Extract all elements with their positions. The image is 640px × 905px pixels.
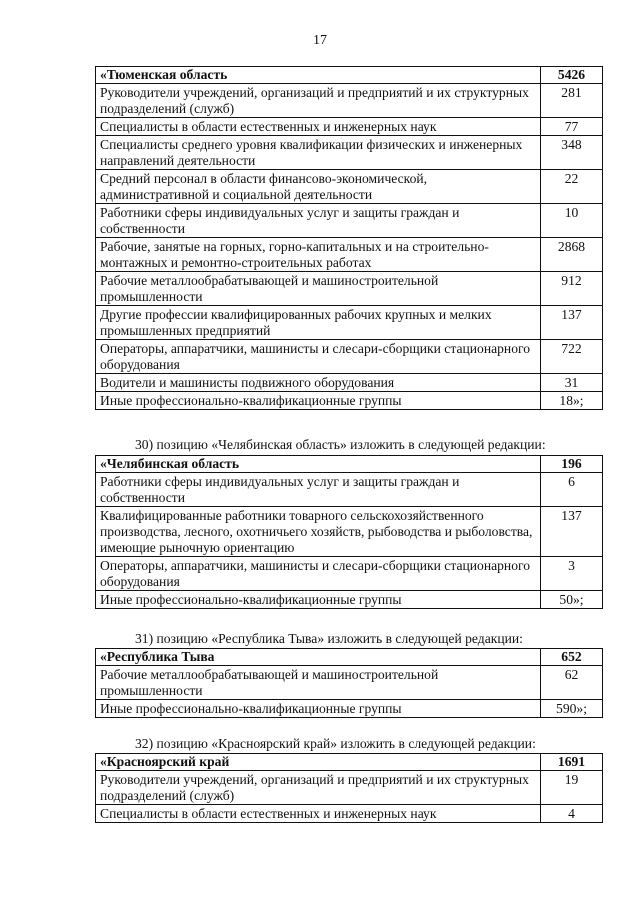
row-name: Рабочие металлообрабатывающей и машиностроительной промышленности: [96, 666, 541, 700]
row-name: Иные профессионально-квалификационные группы: [96, 700, 541, 718]
row-name: Средний персонал в области финансово-экономической, административной и социальной деятельности: [96, 170, 541, 204]
table-row: [96, 272, 603, 306]
row-name: Специалисты среднего уровня квалификации физических и инженерных направлений деятельности: [96, 136, 541, 170]
intro-text: 32) позицию «Красноярский край» изложить в следующей редакции:: [135, 736, 536, 751]
row-value: 912: [541, 272, 603, 306]
row-value: 50»;: [541, 591, 603, 609]
row-name: Иные профессионально-квалификационные группы: [96, 392, 541, 410]
table-row: [96, 557, 603, 591]
table-tyumen: [95, 66, 603, 410]
intro-text: 31) позицию «Республика Тыва» изложить в следующей редакции:: [135, 631, 523, 646]
row-value: 4: [541, 805, 603, 823]
table-row: [96, 204, 603, 238]
table-header-row: [96, 67, 603, 84]
row-value: 137: [541, 507, 603, 557]
table-row: [96, 374, 603, 392]
page-number: 17: [313, 33, 327, 48]
row-value: 3: [541, 557, 603, 591]
row-name: Рабочие, занятые на горных, горно-капитальных и на строительно-монтажных и ремонтно-строительных работах: [96, 238, 541, 272]
region-name: «Республика Тыва: [96, 649, 541, 666]
row-name: Специалисты в области естественных и инженерных наук: [96, 118, 541, 136]
region-total: 5426: [541, 67, 603, 84]
row-value: 590»;: [541, 700, 603, 718]
table-row: [96, 473, 603, 507]
row-name: Работники сферы индивидуальных услуг и защиты граждан и собственности: [96, 204, 541, 238]
table-krasnoyarsk: [95, 753, 603, 823]
row-name: Работники сферы индивидуальных услуг и защиты граждан и собственности: [96, 473, 541, 507]
row-value: 137: [541, 306, 603, 340]
table-row: [96, 170, 603, 204]
region-total: 1691: [541, 754, 603, 771]
table-header-row: [96, 456, 603, 473]
row-value: 62: [541, 666, 603, 700]
table-row: [96, 805, 603, 823]
region-total: 652: [541, 649, 603, 666]
row-value: 2868: [541, 238, 603, 272]
row-name: Руководители учреждений, организаций и предприятий и их структурных подразделений (служб): [96, 771, 541, 805]
row-name: Квалифицированные работники товарного сельскохозяйственного производства, лесного, охотничьего хозяйств, рыбоводства и рыболовства, имеющие рыночную ориентацию: [96, 507, 541, 557]
table-row: [96, 238, 603, 272]
row-value: 10: [541, 204, 603, 238]
row-value: 348: [541, 136, 603, 170]
table-row: [96, 392, 603, 410]
row-name: Операторы, аппаратчики, машинисты и слесари-сборщики стационарного оборудования: [96, 340, 541, 374]
row-value: 6: [541, 473, 603, 507]
table-header-row: [96, 754, 603, 771]
table-chelyabinsk: [95, 455, 603, 609]
table-row: [96, 118, 603, 136]
row-name: Другие профессии квалифицированных рабочих крупных и мелких промышленных предприятий: [96, 306, 541, 340]
row-value: 19: [541, 771, 603, 805]
row-value: 722: [541, 340, 603, 374]
row-name: Водители и машинисты подвижного оборудования: [96, 374, 541, 392]
table-row: [96, 666, 603, 700]
row-value: 22: [541, 170, 603, 204]
row-value: 77: [541, 118, 603, 136]
table-row: [96, 507, 603, 557]
table-tyva: [95, 648, 603, 718]
row-name: Руководители учреждений, организаций и предприятий и их структурных подразделений (служб): [96, 84, 541, 118]
region-name: «Челябинская область: [96, 456, 541, 473]
row-name: Рабочие металлообрабатывающей и машиностроительной промышленности: [96, 272, 541, 306]
table-row: [96, 771, 603, 805]
row-name: Специалисты в области естественных и инженерных наук: [96, 805, 541, 823]
region-total: 196: [541, 456, 603, 473]
table-row: [96, 700, 603, 718]
table-row: [96, 84, 603, 118]
table-row: [96, 340, 603, 374]
table-row: [96, 136, 603, 170]
region-name: «Тюменская область: [96, 67, 541, 84]
region-name: «Красноярский край: [96, 754, 541, 771]
row-name: Иные профессионально-квалификационные группы: [96, 591, 541, 609]
row-value: 281: [541, 84, 603, 118]
intro-text: 30) позицию «Челябинская область» изложить в следующей редакции:: [135, 437, 546, 452]
table-row: [96, 591, 603, 609]
row-name: Операторы, аппаратчики, машинисты и слесари-сборщики стационарного оборудования: [96, 557, 541, 591]
row-value: 18»;: [541, 392, 603, 410]
table-header-row: [96, 649, 603, 666]
row-value: 31: [541, 374, 603, 392]
table-row: [96, 306, 603, 340]
